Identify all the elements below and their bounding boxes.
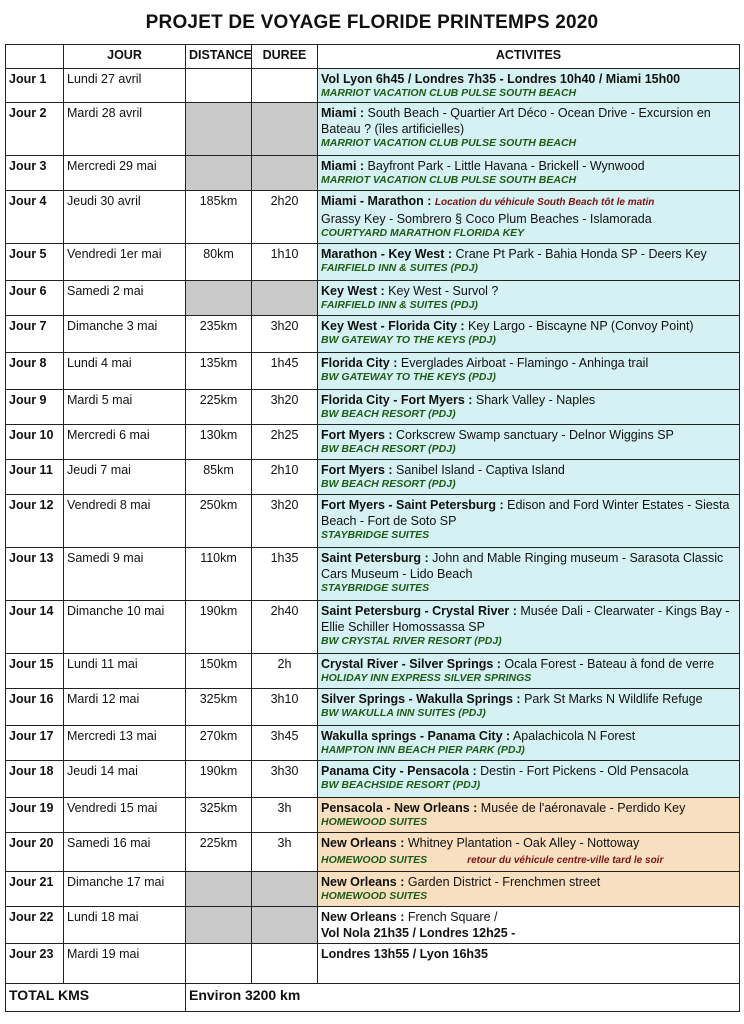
header-jour: JOUR xyxy=(64,45,186,69)
activity-note: Location du véhicule South Beach tôt le matin xyxy=(434,197,655,208)
day-number: Jour 1 xyxy=(6,69,64,103)
day-distance: 190km xyxy=(186,761,252,798)
header-duree: DUREE xyxy=(252,45,318,69)
day-date: Dimanche 10 mai xyxy=(64,601,186,654)
activity-detail: John and Mable Ringing museum - Sarasota Classic Cars Museum - Lido Beach xyxy=(321,551,724,581)
day-number: Jour 12 xyxy=(6,495,64,548)
day-date: Samedi 16 mai xyxy=(64,833,186,872)
table-row xyxy=(6,281,740,316)
day-date: Jeudi 14 mai xyxy=(64,761,186,798)
activity-detail: Sanibel Island - Captiva Island xyxy=(392,463,565,477)
day-number: Jour 17 xyxy=(6,726,64,761)
day-activities xyxy=(318,69,740,103)
table-row xyxy=(6,495,740,548)
activity-detail: Edison and Ford Winter Estates - Siesta Beach - Fort de Soto SP xyxy=(321,498,730,528)
day-date: Samedi 9 mai xyxy=(64,548,186,601)
day-distance xyxy=(186,69,252,103)
activity-route: Silver Springs - Wakulla Springs : xyxy=(321,692,521,706)
day-duration xyxy=(252,944,318,984)
activity-route: New Orleans : xyxy=(321,910,405,924)
activity-route: Saint Petersburg - Crystal River : xyxy=(321,604,517,618)
day-duration: 2h10 xyxy=(252,460,318,495)
activity-detail: Corkscrew Swamp sanctuary - Delnor Wiggins SP xyxy=(392,428,674,442)
day-distance: 325km xyxy=(186,689,252,726)
activity-route: Wakulla springs - Panama City : xyxy=(321,729,511,743)
table-row xyxy=(6,601,740,654)
day-distance: 225km xyxy=(186,833,252,872)
activity-detail: Key Largo - Biscayne NP (Convoy Point) xyxy=(464,319,694,333)
table-row xyxy=(6,833,740,872)
day-number: Jour 16 xyxy=(6,689,64,726)
day-date: Mardi 5 mai xyxy=(64,390,186,425)
day-date: Dimanche 17 mai xyxy=(64,872,186,907)
header-distance: DISTANCE xyxy=(186,45,252,69)
table-row xyxy=(6,316,740,353)
day-activities xyxy=(318,798,740,833)
day-date: Lundi 4 mai xyxy=(64,353,186,390)
activity-detail: Shark Valley - Naples xyxy=(472,393,596,407)
hotel-name: BW BEACH RESORT (PDJ) xyxy=(321,443,456,455)
activity-route: Fort Myers : xyxy=(321,428,393,442)
day-number: Jour 14 xyxy=(6,601,64,654)
itinerary-table xyxy=(5,44,740,1012)
activity-extra: Grassy Key - Sombrero § Coco Plum Beaches - Islamorada xyxy=(321,212,652,226)
day-activities xyxy=(318,425,740,460)
day-date: Lundi 27 avril xyxy=(64,69,186,103)
day-number: Jour 23 xyxy=(6,944,64,984)
table-row xyxy=(6,390,740,425)
day-distance: 235km xyxy=(186,316,252,353)
day-activities xyxy=(318,390,740,425)
day-duration: 1h10 xyxy=(252,244,318,281)
day-date: Mercredi 29 mai xyxy=(64,156,186,191)
hotel-name: MARRIOT VACATION CLUB PULSE SOUTH BEACH xyxy=(321,174,577,186)
day-number: Jour 3 xyxy=(6,156,64,191)
day-number: Jour 11 xyxy=(6,460,64,495)
day-duration: 3h xyxy=(252,833,318,872)
day-date: Mercredi 13 mai xyxy=(64,726,186,761)
table-row xyxy=(6,872,740,907)
table-row xyxy=(6,460,740,495)
table-row xyxy=(6,689,740,726)
day-activities xyxy=(318,689,740,726)
day-date: Lundi 18 mai xyxy=(64,907,186,944)
day-duration: 3h45 xyxy=(252,726,318,761)
activity-detail: Everglades Airboat - Flamingo - Anhinga trail xyxy=(397,356,649,370)
activity-detail: Park St Marks N Wildlife Refuge xyxy=(520,692,703,706)
day-activities xyxy=(318,907,740,944)
table-row xyxy=(6,944,740,984)
day-distance: 225km xyxy=(186,390,252,425)
hotel-name: BW BEACH RESORT (PDJ) xyxy=(321,478,456,490)
day-activities xyxy=(318,460,740,495)
day-number: Jour 21 xyxy=(6,872,64,907)
hotel-name: BW WAKULLA INN SUITES (PDJ) xyxy=(321,707,486,719)
total-label: TOTAL KMS xyxy=(6,984,186,1012)
day-distance: 150km xyxy=(186,654,252,689)
day-activities xyxy=(318,872,740,907)
day-activities xyxy=(318,156,740,191)
table-row xyxy=(6,548,740,601)
day-duration: 1h45 xyxy=(252,353,318,390)
activity-route: Fort Myers - Saint Petersburg : xyxy=(321,498,504,512)
activity-route: Marathon - Key West : xyxy=(321,247,453,261)
activity-route: Pensacola - New Orleans : xyxy=(321,801,478,815)
day-date: Jeudi 30 avril xyxy=(64,191,186,244)
activity-route: Key West : xyxy=(321,284,385,298)
hotel-name: HAMPTON INN BEACH PIER PARK (PDJ) xyxy=(321,744,525,756)
activity-detail: Crane Pt Park - Bahia Honda SP - Deers Key xyxy=(452,247,707,261)
activity-route: Londres 13h55 / Lyon 16h35 xyxy=(321,947,488,961)
day-distance xyxy=(186,907,252,944)
hotel-name: MARRIOT VACATION CLUB PULSE SOUTH BEACH xyxy=(321,137,577,149)
hotel-name: BW BEACHSIDE RESORT (PDJ) xyxy=(321,779,481,791)
day-duration xyxy=(252,103,318,156)
day-distance: 130km xyxy=(186,425,252,460)
activity-flight: Vol Nola 21h35 / Londres 12h25 - xyxy=(321,926,516,940)
day-date: Vendredi 1er mai xyxy=(64,244,186,281)
day-distance: 80km xyxy=(186,244,252,281)
day-distance xyxy=(186,944,252,984)
activity-route: Florida City : xyxy=(321,356,398,370)
table-header-row xyxy=(6,45,740,69)
table-row xyxy=(6,654,740,689)
day-activities xyxy=(318,244,740,281)
table-row xyxy=(6,191,740,244)
activity-route: Saint Petersburg : xyxy=(321,551,429,565)
day-distance: 185km xyxy=(186,191,252,244)
day-date: Jeudi 7 mai xyxy=(64,460,186,495)
table-row xyxy=(6,244,740,281)
hotel-name: STAYBRIDGE SUITES xyxy=(321,582,430,594)
day-duration: 3h20 xyxy=(252,495,318,548)
hotel-name: FAIRFIELD INN & SUITES (PDJ) xyxy=(321,262,478,274)
activity-route: Panama City - Pensacola : xyxy=(321,764,477,778)
activity-detail: Whitney Plantation - Oak Alley - Nottoway xyxy=(404,836,640,850)
day-distance xyxy=(186,156,252,191)
hotel-name: HOMEWOOD SUITES xyxy=(321,890,428,902)
day-number: Jour 20 xyxy=(6,833,64,872)
day-date: Mardi 19 mai xyxy=(64,944,186,984)
day-duration: 3h30 xyxy=(252,761,318,798)
day-distance xyxy=(186,281,252,316)
day-duration xyxy=(252,69,318,103)
day-date: Dimanche 3 mai xyxy=(64,316,186,353)
day-activities xyxy=(318,495,740,548)
activity-route: Key West - Florida City : xyxy=(321,319,465,333)
day-distance: 190km xyxy=(186,601,252,654)
day-activities xyxy=(318,103,740,156)
activity-detail: Apalachicola N Forest xyxy=(510,729,636,743)
total-value: Environ 3200 km xyxy=(186,984,740,1012)
day-activities xyxy=(318,944,740,984)
hotel-name: MARRIOT VACATION CLUB PULSE SOUTH BEACH xyxy=(321,87,577,99)
activity-route: Fort Myers : xyxy=(321,463,393,477)
day-number: Jour 6 xyxy=(6,281,64,316)
hotel-name: HOLIDAY INN EXPRESS SILVER SPRINGS xyxy=(321,672,532,684)
day-activities xyxy=(318,601,740,654)
day-activities xyxy=(318,833,740,872)
hotel-name: BW GATEWAY TO THE KEYS (PDJ) xyxy=(321,371,496,383)
table-row xyxy=(6,726,740,761)
hotel-name: STAYBRIDGE SUITES xyxy=(321,529,430,541)
page-title: PROJET DE VOYAGE FLORIDE PRINTEMPS 2020 xyxy=(145,12,599,33)
day-duration: 1h35 xyxy=(252,548,318,601)
day-distance: 325km xyxy=(186,798,252,833)
day-date: Lundi 11 mai xyxy=(64,654,186,689)
day-distance: 85km xyxy=(186,460,252,495)
day-duration: 2h25 xyxy=(252,425,318,460)
day-number: Jour 2 xyxy=(6,103,64,156)
day-number: Jour 15 xyxy=(6,654,64,689)
day-distance: 250km xyxy=(186,495,252,548)
day-activities xyxy=(318,191,740,244)
total-row xyxy=(6,984,740,1012)
table-row xyxy=(6,353,740,390)
hotel-name: BW GATEWAY TO THE KEYS (PDJ) xyxy=(321,334,496,346)
day-duration: 2h xyxy=(252,654,318,689)
day-activities xyxy=(318,281,740,316)
day-duration: 3h xyxy=(252,798,318,833)
day-number: Jour 19 xyxy=(6,798,64,833)
day-number: Jour 9 xyxy=(6,390,64,425)
table-row xyxy=(6,425,740,460)
day-date: Vendredi 8 mai xyxy=(64,495,186,548)
table-row xyxy=(6,761,740,798)
day-duration xyxy=(252,156,318,191)
day-number: Jour 10 xyxy=(6,425,64,460)
day-activities xyxy=(318,548,740,601)
activity-route: New Orleans : xyxy=(321,875,405,889)
day-distance xyxy=(186,872,252,907)
activity-detail: Key West - Survol ? xyxy=(384,284,499,298)
header-activites: ACTIVITES xyxy=(318,45,740,69)
day-duration xyxy=(252,281,318,316)
day-number: Jour 22 xyxy=(6,907,64,944)
table-row xyxy=(6,103,740,156)
day-date: Mardi 28 avril xyxy=(64,103,186,156)
hotel-name: HOMEWOOD SUITES xyxy=(321,816,428,828)
day-duration: 3h20 xyxy=(252,316,318,353)
activity-detail: Bayfront Park - Little Havana - Brickell - Wynwood xyxy=(364,159,645,173)
hotel-note: retour du véhicule centre-ville tard le soir xyxy=(467,855,664,866)
day-date: Mercredi 6 mai xyxy=(64,425,186,460)
hotel-name: BW CRYSTAL RIVER RESORT (PDJ) xyxy=(321,635,502,647)
day-number: Jour 18 xyxy=(6,761,64,798)
day-activities xyxy=(318,761,740,798)
activity-detail: French Square / xyxy=(404,910,498,924)
day-duration xyxy=(252,907,318,944)
activity-detail: Destin - Fort Pickens - Old Pensacola xyxy=(476,764,689,778)
hotel-name: COURTYARD MARATHON FLORIDA KEY xyxy=(321,227,525,239)
activity-route: Florida City - Fort Myers : xyxy=(321,393,473,407)
activity-route: Vol Lyon 6h45 / Londres 7h35 - Londres 10h40 / Miami 15h00 xyxy=(321,72,681,86)
activity-detail: Musée Dali - Clearwater - Kings Bay - Ellie Schiller Homossassa SP xyxy=(321,604,730,634)
day-duration: 3h10 xyxy=(252,689,318,726)
day-activities xyxy=(318,316,740,353)
day-number: Jour 7 xyxy=(6,316,64,353)
activity-detail: Ocala Forest - Bateau à fond de verre xyxy=(500,657,715,671)
day-activities xyxy=(318,654,740,689)
activity-route: Miami - Marathon : xyxy=(321,194,432,208)
activity-route: Miami : xyxy=(321,106,365,120)
day-distance: 135km xyxy=(186,353,252,390)
day-duration: 3h20 xyxy=(252,390,318,425)
day-distance xyxy=(186,103,252,156)
day-date: Vendredi 15 mai xyxy=(64,798,186,833)
hotel-name: HOMEWOOD SUITES xyxy=(321,854,428,866)
hotel-name: BW BEACH RESORT (PDJ) xyxy=(321,408,456,420)
table-row xyxy=(6,907,740,944)
header-blank xyxy=(6,45,64,69)
day-duration: 2h40 xyxy=(252,601,318,654)
day-number: Jour 5 xyxy=(6,244,64,281)
activity-detail: South Beach - Quartier Art Déco - Ocean Drive - Excursion en Bateau ? (îles artificielles) xyxy=(321,106,711,136)
day-date: Samedi 2 mai xyxy=(64,281,186,316)
day-duration xyxy=(252,872,318,907)
day-distance: 270km xyxy=(186,726,252,761)
hotel-name: FAIRFIELD INN & SUITES (PDJ) xyxy=(321,299,478,311)
table-row xyxy=(6,69,740,103)
day-activities xyxy=(318,726,740,761)
day-number: Jour 13 xyxy=(6,548,64,601)
hotel-line xyxy=(321,851,736,869)
activity-detail: Musée de l'aéronavale - Perdido Key xyxy=(477,801,686,815)
activity-route: Crystal River - Silver Springs : xyxy=(321,657,501,671)
table-row xyxy=(6,798,740,833)
day-number: Jour 8 xyxy=(6,353,64,390)
activity-detail: Garden District - Frenchmen street xyxy=(404,875,601,889)
day-date: Mardi 12 mai xyxy=(64,689,186,726)
day-number: Jour 4 xyxy=(6,191,64,244)
day-distance: 110km xyxy=(186,548,252,601)
activity-route: New Orleans : xyxy=(321,836,405,850)
day-duration: 2h20 xyxy=(252,191,318,244)
table-row xyxy=(6,156,740,191)
activity-route: Miami : xyxy=(321,159,365,173)
day-activities xyxy=(318,353,740,390)
